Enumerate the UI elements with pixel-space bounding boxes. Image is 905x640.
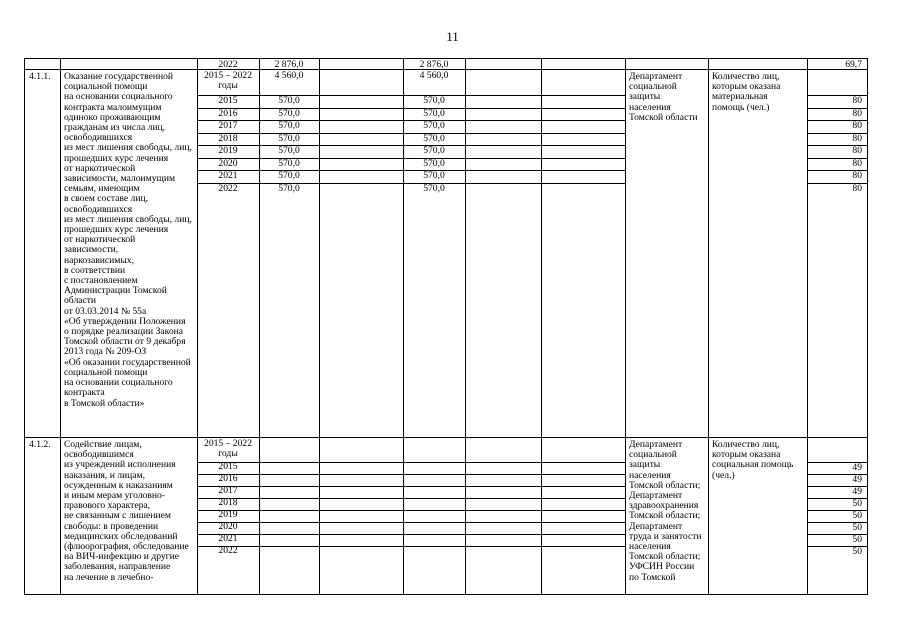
year-cell: 2016 xyxy=(218,473,238,484)
total-cell: 570,0 xyxy=(278,158,300,169)
period-label: 2015 – 2022 годы xyxy=(204,70,252,92)
total-cell: 570,0 xyxy=(278,133,300,144)
value-cell: 80 xyxy=(852,158,862,169)
col-line-local xyxy=(541,59,542,594)
top-row-regional: 2 876,0 xyxy=(419,59,449,70)
regional-cell: 570,0 xyxy=(423,183,445,194)
regional-cell: 570,0 xyxy=(423,95,445,106)
executor: Департамент социальной защиты населения Томской области xyxy=(629,71,698,123)
year-cell: 2017 xyxy=(218,485,238,496)
total-cell: 570,0 xyxy=(278,183,300,194)
col-line-other xyxy=(625,59,626,594)
top-row-indicator-value: 69,7 xyxy=(845,59,862,70)
value-cell: 50 xyxy=(852,546,862,557)
total-cell: 570,0 xyxy=(278,108,300,119)
section-name: Содействие лицам, освободившимся из учреждений исполнения наказания, и лицам, осужденным к наказаниям и иным мерам уголовно- правового характера, не связанным с лишением свободы: в проведении медицинских обследований (флюорография, обследование на ВИЧ-инфекцию и другие заболевания, направление на лечение в лечебно- xyxy=(64,439,189,583)
page-number: 11 xyxy=(446,29,459,44)
year-cell: 2022 xyxy=(218,545,238,556)
regional-cell: 570,0 xyxy=(423,120,445,131)
year-cell: 2021 xyxy=(218,533,238,544)
value-cell: 50 xyxy=(852,534,862,545)
year-cell: 2018 xyxy=(218,133,238,144)
year-cell: 2020 xyxy=(218,521,238,532)
regional-cell: 570,0 xyxy=(423,158,445,169)
section-code: 4.1.2. xyxy=(29,439,51,450)
top-row-year: 2022 xyxy=(218,59,238,70)
value-cell: 80 xyxy=(852,133,862,144)
regional-cell: 570,0 xyxy=(423,170,445,181)
value-cell: 80 xyxy=(852,95,862,106)
year-line xyxy=(197,498,625,499)
col-line-total xyxy=(319,59,320,594)
section-name: Оказание государственной социальной помощи на основании социального контракта малоимущим одиноко проживающим гражданам из числа лиц, освободившихся из мест лишения свободы, лиц, прошедших курс лечения от наркотической зависимости, малоимущим семьям, имеющим в своем составе лиц, освободившихся из мест лишения свободы, лиц, прошедших курс лечения от наркотической зависимости, наркозависимых, в соответствии с постановлением Администрации Томской области от 03.03.2014 № 55а «Об утверждении Положения о порядке реализации Закона Томской области от 9 декабря 2013 года № 209-ОЗ «Об оказании государственной социальной помощи на основании социального контракта в Томской области» xyxy=(64,71,192,409)
period-label: 2015 – 2022 годы xyxy=(204,438,252,460)
year-line xyxy=(197,462,625,463)
year-cell: 2017 xyxy=(218,120,238,131)
year-line xyxy=(197,474,625,475)
year-cell: 2021 xyxy=(218,170,238,181)
year-line xyxy=(197,534,625,535)
regional-cell: 570,0 xyxy=(423,145,445,156)
total-cell: 570,0 xyxy=(278,145,300,156)
year-line xyxy=(197,510,625,511)
year-line xyxy=(197,522,625,523)
row-line-2 xyxy=(25,437,867,438)
year-line xyxy=(197,486,625,487)
col-line-regional xyxy=(465,59,466,594)
value-cell: 50 xyxy=(852,510,862,521)
value-cell: 49 xyxy=(852,474,862,485)
value-cell: 80 xyxy=(852,183,862,194)
indicator-name: Количество лиц, которым оказана социальная помощь (чел.) xyxy=(712,439,794,481)
value-cell: 49 xyxy=(852,486,862,497)
regional-cell: 570,0 xyxy=(423,133,445,144)
col-line-code xyxy=(60,59,61,594)
year-cell: 2015 xyxy=(218,95,238,106)
col-line-executor xyxy=(708,59,709,594)
year-cell: 2020 xyxy=(218,158,238,169)
top-row-total: 2 876,0 xyxy=(274,59,304,70)
value-cell: 50 xyxy=(852,522,862,533)
indicator-name: Количество лиц, которым оказана материальная помощь (чел.) xyxy=(712,71,781,113)
value-cell: 80 xyxy=(852,145,862,156)
program-table xyxy=(24,58,868,595)
total-cell: 570,0 xyxy=(278,170,300,181)
year-cell: 2016 xyxy=(218,108,238,119)
value-cell: 50 xyxy=(852,498,862,509)
section-code: 4.1.1. xyxy=(29,71,51,82)
period-total: 4 560,0 xyxy=(274,70,304,81)
value-cell: 80 xyxy=(852,120,862,131)
total-cell: 570,0 xyxy=(278,120,300,131)
period-regional: 4 560,0 xyxy=(419,70,449,81)
regional-cell: 570,0 xyxy=(423,108,445,119)
year-line xyxy=(197,546,625,547)
value-cell: 80 xyxy=(852,108,862,119)
year-cell: 2019 xyxy=(218,509,238,520)
year-cell: 2015 xyxy=(218,461,238,472)
year-cell: 2019 xyxy=(218,145,238,156)
year-cell: 2022 xyxy=(218,183,238,194)
value-cell: 49 xyxy=(852,462,862,473)
executor: Департамент социальной защиты населения Томской области; Департамент здравоохранения Томской области; Департамент труда и занятости населения Томской области; УФСИН России по Томской xyxy=(629,439,702,583)
value-cell: 80 xyxy=(852,170,862,181)
total-cell: 570,0 xyxy=(278,95,300,106)
year-cell: 2018 xyxy=(218,497,238,508)
